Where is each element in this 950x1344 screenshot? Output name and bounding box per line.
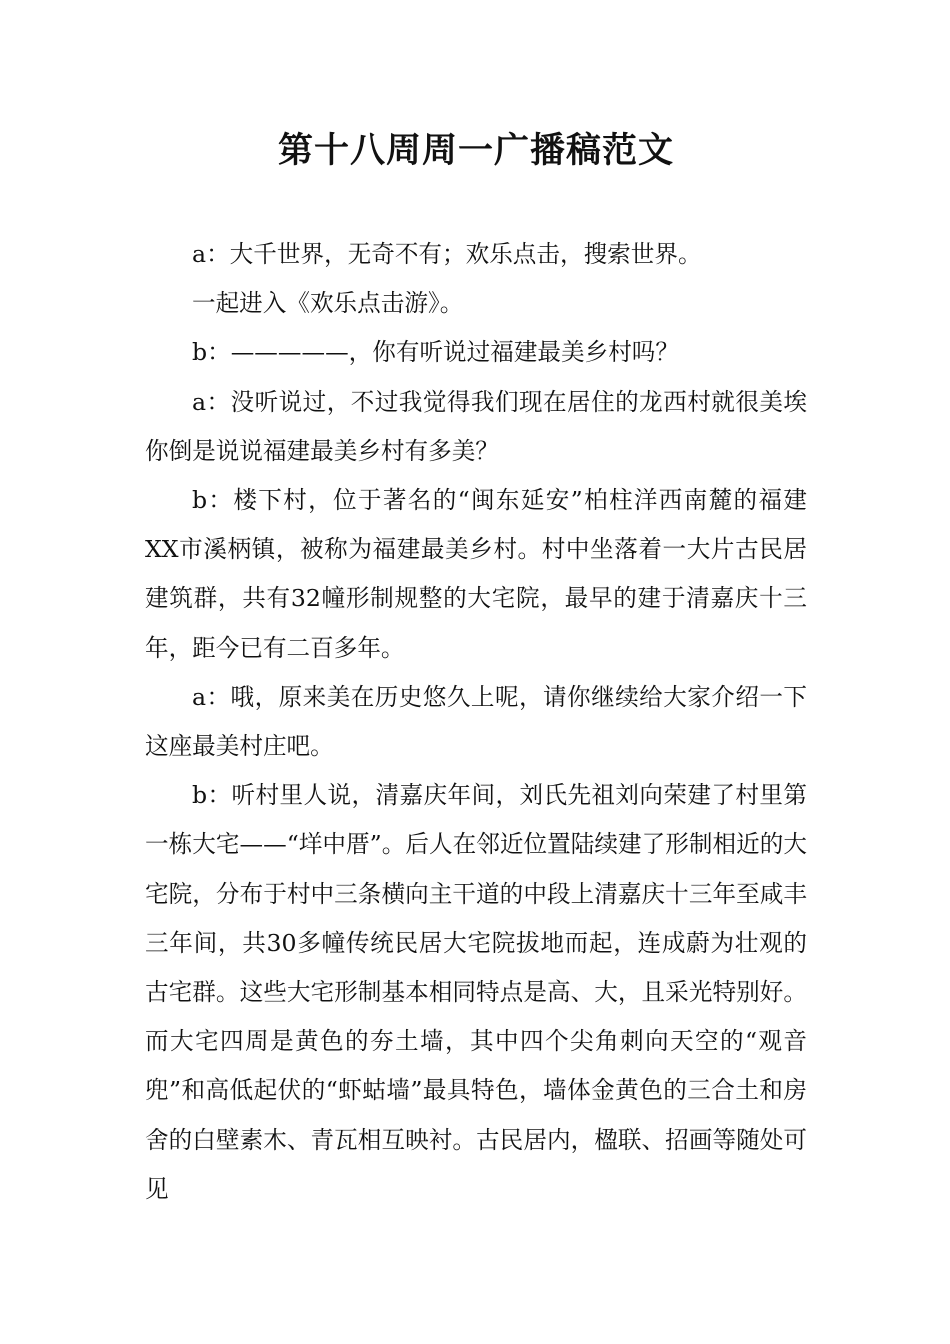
paragraph: a：大千世界，无奇不有；欢乐点击，搜索世界。 [192, 240, 702, 268]
paragraph: a：哦，原来美在历史悠久上呢，请你继续给大家介绍一下这座最美村庄吧。 [145, 682, 807, 761]
document-page [145, 0, 807, 1214]
paragraph: b：楼下村，位于著名的“闽东延安”柏柱洋西南麓的福建XX市溪柄镇，被称为福建最美乡村。村中坐落着一大片古民居建筑群，共有32幢形制规整的大宅院，最早的建于清嘉庆十三年，距今已有二百多年。 [145, 486, 807, 662]
paragraph: b：听村里人说，清嘉庆年间，刘氏先祖刘向荣建了村里第一栋大宅——“垟中厝”。后人在邻近位置陆续建了形制相近的大宅院，分布于村中三条横向主干道的中段上清嘉庆十三年至咸丰三年间，共30多幢传统民居大宅院拔地而起，连成蔚为壮观的古宅群。这些大宅形制基本相同特点是高、大，且采光特别好。而大宅四周是黄色的夯土墙，其中四个尖角刺向天空的“观音兜”和高低起伏的“虾蛄墙”最具特色，墙体金黄色的三合土和房舍的白壁素木、青瓦相互映衬。古民居内，楹联、招画等随处可见 [145, 781, 807, 1203]
paragraph: 一起进入《欢乐点击游》。 [192, 289, 464, 318]
document-title: 第十八周周一广播稿范文 [277, 131, 674, 171]
document-body [145, 230, 807, 1214]
paragraph: a：没听说过，不过我觉得我们现在居住的龙西村就很美埃你倒是说说福建最美乡村有多美？ [145, 387, 807, 465]
paragraph: b：—————，你有听说过福建最美乡村吗？ [192, 338, 679, 367]
